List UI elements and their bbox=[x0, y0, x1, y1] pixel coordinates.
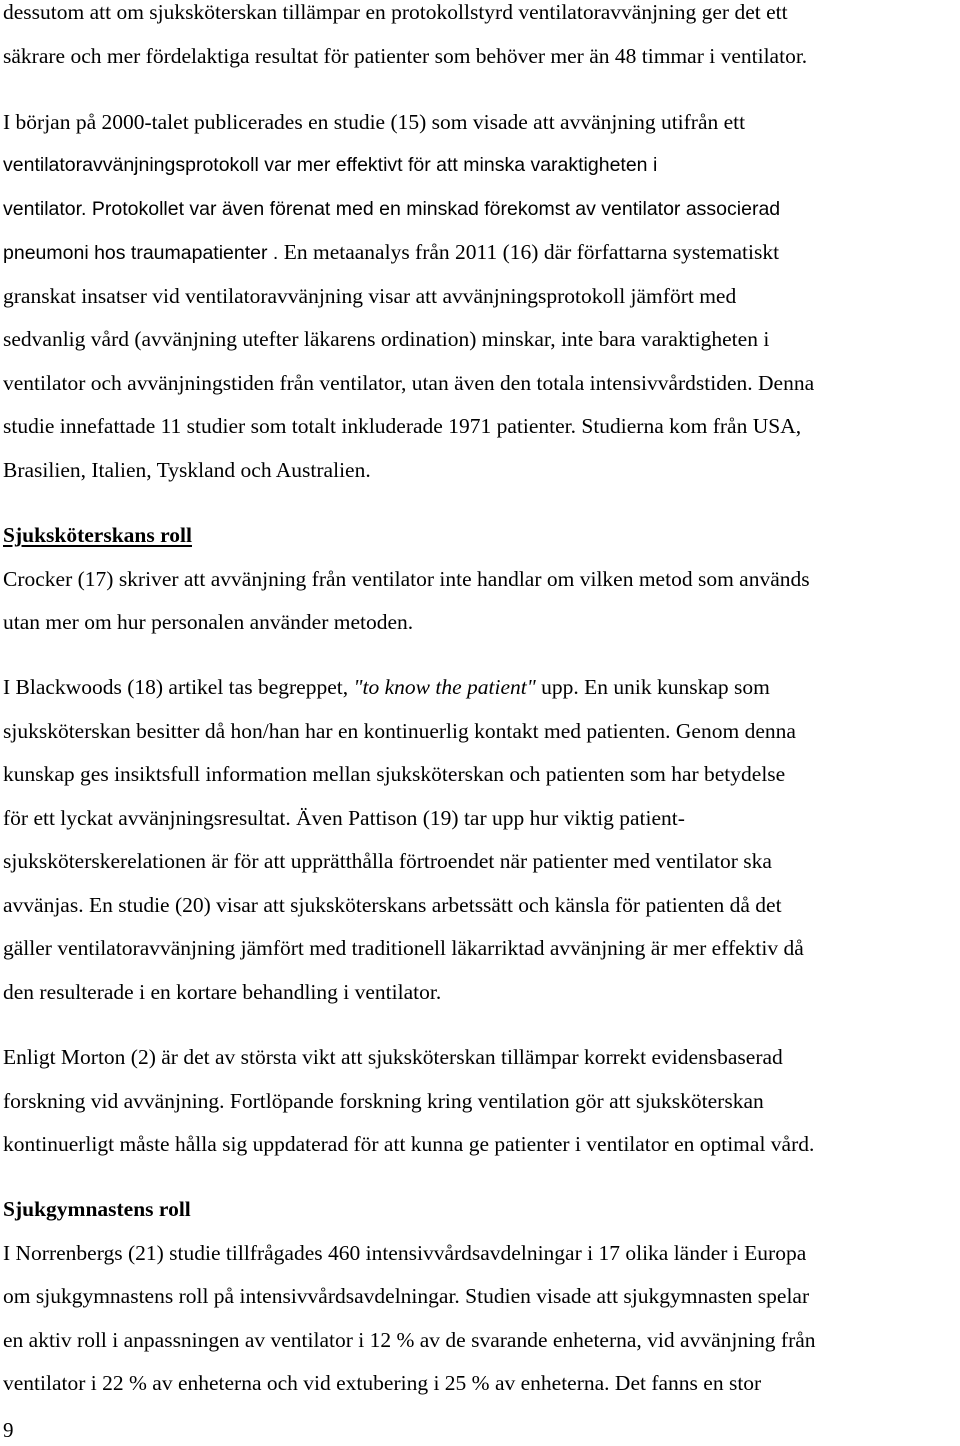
paragraph-line: gäller ventilatoravvänjning jämfört med traditionell läkarriktad avvänjning är mer effektiv då bbox=[3, 936, 804, 960]
paragraph-line: I Norrenbergs (21) studie tillfrågades 460 intensivvårdsavdelningar i 17 olika länder i Europa bbox=[3, 1241, 807, 1265]
paragraph-line: ventilator och avvänjningstiden från ventilator, utan även den totala intensivvårdstiden. Denna bbox=[3, 371, 815, 395]
paragraph-line: avvänjas. En studie (20) visar att sjuksköterskans arbetssätt och känsla för patienten då det bbox=[3, 893, 782, 917]
page-number: 9 bbox=[3, 1418, 14, 1442]
paragraph-line: för ett lyckat avvänjningsresultat. Även Pattison (19) tar upp hur viktig patient- bbox=[3, 806, 685, 830]
paragraph-line: granskat insatser vid ventilatoravvänjning visar att avvänjningsprotokoll jämfört med bbox=[3, 284, 737, 308]
text-run: pneumoni hos traumapatienter . bbox=[3, 242, 279, 264]
section-heading: Sjuksköterskans roll bbox=[3, 523, 192, 547]
paragraph-line: Brasilien, Italien, Tyskland och Australien. bbox=[3, 458, 371, 482]
paragraph-line: en aktiv roll i anpassningen av ventilator i 12 % av de svarande enheterna, vid avvänjning från bbox=[3, 1328, 816, 1352]
paragraph-line: forskning vid avvänjning. Fortlöpande forskning kring ventilation gör att sjuksköterskan bbox=[3, 1089, 764, 1113]
paragraph-line: ventilator. Protokollet var även förenat med en minskad förekomst av ventilator associerad bbox=[3, 198, 781, 220]
paragraph-line: kontinuerligt måste hålla sig uppdaterad för att kunna ge patienter i ventilator en optimal vård. bbox=[3, 1132, 815, 1156]
paragraph-line: sjuksköterskerelationen är för att upprätthålla förtroendet när patienter med ventilator ska bbox=[3, 849, 772, 873]
text-run: En metaanalys från 2011 (16) där författarna systematiskt bbox=[278, 240, 780, 264]
paragraph-line: sedvanlig vård (avvänjning utefter läkarens ordination) minskar, inte bara varaktigheten i bbox=[3, 327, 770, 351]
paragraph-line: sjuksköterskan besitter då hon/han har en kontinuerlig kontakt med patienten. Genom denna bbox=[3, 719, 796, 743]
paragraph-line: utan mer om hur personalen använder metoden. bbox=[3, 610, 414, 634]
paragraph-line: säkrare och mer fördelaktiga resultat för patienter som behöver mer än 48 timmar i ventilator. bbox=[3, 44, 808, 68]
paragraph-line bbox=[3, 666, 770, 710]
paragraph-line: ventilator i 22 % av enheterna och vid extubering i 25 % av enheterna. Det fanns en stor bbox=[3, 1371, 762, 1395]
paragraph-line: ventilatoravvänjningsprotokoll var mer effektivt för att minska varaktigheten i bbox=[3, 154, 658, 176]
paragraph-line: studie innefattade 11 studier som totalt inkluderade 1971 patienter. Studierna kom från USA, bbox=[3, 414, 802, 438]
paragraph-line: den resulterade i en kortare behandling i ventilator. bbox=[3, 980, 442, 1004]
paragraph-line: kunskap ges insiktsfull information mellan sjuksköterskan och patienten som har betydelse bbox=[3, 762, 786, 786]
paragraph-line: Crocker (17) skriver att avvänjning från ventilator inte handlar om vilken metod som används bbox=[3, 567, 810, 591]
paragraph-line: dessutom att om sjuksköterskan tillämpar en protokollstyrd ventilatoravvänjning ger det ett bbox=[3, 0, 788, 24]
section-heading: Sjukgymnastens roll bbox=[3, 1197, 191, 1221]
text-run: I Blackwoods (18) artikel tas begreppet, bbox=[3, 675, 354, 699]
paragraph-line: Enligt Morton (2) är det av största vikt att sjuksköterskan tillämpar korrekt evidensbaserad bbox=[3, 1045, 783, 1069]
paragraph-line: I början på 2000-talet publicerades en studie (15) som visade att avvänjning utifrån ett bbox=[3, 110, 746, 134]
paragraph-line: om sjukgymnastens roll på intensivvårdsavdelningar. Studien visade att sjukgymnasten spelar bbox=[3, 1284, 810, 1308]
quoted-term: "to know the patient" bbox=[353, 675, 536, 699]
paragraph-line bbox=[3, 231, 779, 276]
text-run: upp. En unik kunskap som bbox=[535, 675, 770, 699]
